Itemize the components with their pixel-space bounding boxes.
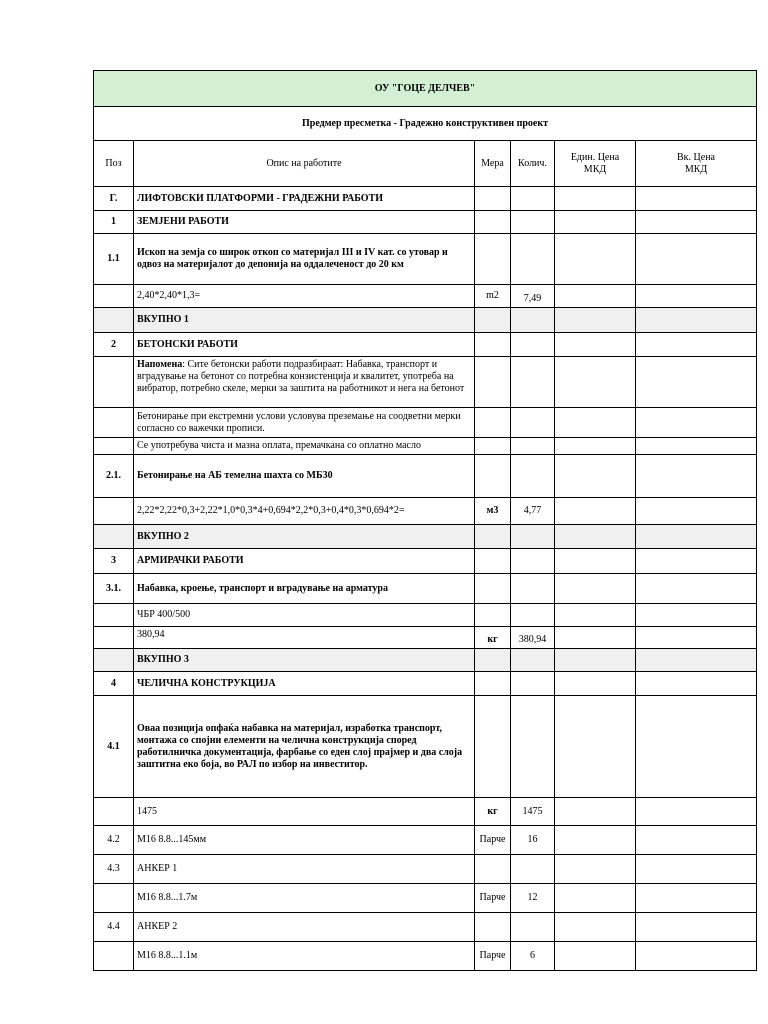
s4-4-pos: 4.4 [94,913,134,942]
table-row [94,884,757,913]
s4-title: ЧЕЛИЧНА КОНСТРУКЦИЈА [134,672,475,696]
subtotal-row [94,649,757,672]
table-row [94,696,757,798]
s4-2-pos: 4.2 [94,826,134,855]
table-row [94,826,757,855]
column-header-row [94,141,757,187]
s4-2-quantity: 16 [511,826,555,855]
table-row [94,234,757,285]
table-row [94,913,757,942]
table-row [94,574,757,604]
s2-note [134,357,475,408]
s4-2-description: М16 8.8...145мм [134,826,475,855]
s3-pos: 3 [94,549,134,574]
s4-quantity: 1475 [511,798,555,826]
unit-price-label: Един. Цена [570,151,620,163]
s4-4-description: АНКЕР 2 [134,913,475,942]
s1-unit: m2 [475,285,511,308]
s1-calculation: 2,40*2,40*1,3= [134,285,475,308]
table-row [94,498,757,525]
s3-material: ЧБР 400/500 [134,604,475,627]
school-title: ОУ "ГОЦЕ ДЕЛЧЕВ" [94,71,757,107]
s4-3b-description: М16 8.8...1.7м [134,884,475,913]
s1-subtotal-label: ВКУПНО 1 [134,308,475,333]
s2-note-extreme-conditions: Бетонирање при екстремни услови условува преземање на соодветни мерки согласно со важечки прописи. [134,408,475,438]
s2-note-label: Напомена [137,359,183,370]
section-row [94,333,757,357]
s3-calculation: 380,94 [134,627,475,649]
s2-note-text: : Сите бетонски работи подразбираат: Набавка, транспорт и вградување на бетонот со потребна конзистенција и квалитет, употреба на вибратор, потребно скеле, мерки за заштита на работникот и нега на бетонот [137,359,465,394]
s4-item-pos: 4.1 [94,696,134,798]
s2-title: БЕТОНСКИ РАБОТИ [134,333,475,357]
s1-quantity: 7,49 [511,285,555,308]
col-header-total-price [636,141,757,187]
subtotal-row [94,308,757,333]
subtotal-row [94,525,757,549]
s4-4b-quantity: 6 [511,942,555,971]
s2-unit: м3 [475,498,511,525]
s2-item-pos: 2.1. [94,455,134,498]
s3-item-pos: 3.1. [94,574,134,604]
s4-calculation: 1475 [134,798,475,826]
section-row [94,672,757,696]
col-header-description: Опис на работите [134,141,475,187]
table-row [94,285,757,308]
s4-3-pos: 4.3 [94,855,134,884]
table-row [94,357,757,408]
total-price-currency: МКД [684,163,708,175]
s1-title: ЗЕМЈЕНИ РАБОТИ [134,211,475,234]
s3-item-description: Набавка, кроење, транспорт и вградување на арматура [134,574,475,604]
section-g-title: ЛИФТОВСКИ ПЛАТФОРМИ - ГРАДЕЖНИ РАБОТИ [134,187,475,211]
table-row [94,855,757,884]
s1-pos: 1 [94,211,134,234]
s4-item-description: Оваа позиција опфаќа набавка на материјал, изработка транспорт, монтажа со спојни елементи на челична конструкција според работилничка документација, фарбање со еден слој прајмер и два слоја заштитна еко боја, во РАЛ по избор на инвеститор. [134,696,475,798]
s4-4b-unit: Парче [475,942,511,971]
section-row [94,211,757,234]
s3-quantity: 380,94 [511,627,555,649]
table-row [94,408,757,438]
s4-4b-description: М16 8.8...1.1м [134,942,475,971]
section-row [94,187,757,211]
table-row [94,798,757,826]
s4-3b-unit: Парче [475,884,511,913]
table-row [94,438,757,455]
s2-subtotal-label: ВКУПНО 2 [134,525,475,549]
s1-item-description: Ископ на земја со широк откоп со материјал III и IV кат. со утовар и одвоз на материјалот до депонија на оддалеченост до 20 км [134,234,475,285]
col-header-quantity: Колич. [511,141,555,187]
s4-3b-quantity: 12 [511,884,555,913]
s1-item-pos: 1.1 [94,234,134,285]
col-header-unit: Мера [475,141,511,187]
table-row [94,455,757,498]
s2-note-formwork: Се употребува чиста и мазна оплата, премачкана со оплатно масло [134,438,475,455]
s2-quantity: 4,77 [511,498,555,525]
table-row [94,942,757,971]
col-header-unit-price [555,141,636,187]
s3-title: АРМИРАЧКИ РАБОТИ [134,549,475,574]
s2-item-description: Бетонирање на АБ темелна шахта со МБ30 [134,455,475,498]
s4-3-description: АНКЕР 1 [134,855,475,884]
section-row [94,549,757,574]
s3-subtotal-label: ВКУПНО 3 [134,649,475,672]
s3-unit: кг [475,627,511,649]
bill-of-quantities-table [93,70,757,971]
unit-price-currency: МКД [583,163,607,175]
table-row [94,604,757,627]
total-price-label: Вк. Цена [677,151,715,163]
table-row [94,627,757,649]
section-g-pos: Г. [94,187,134,211]
s2-pos: 2 [94,333,134,357]
s4-2-unit: Парче [475,826,511,855]
s4-pos: 4 [94,672,134,696]
s4-unit: кг [475,798,511,826]
col-header-pos: Поз [94,141,134,187]
s2-calculation: 2,22*2,22*0,3+2,22*1,0*0,3*4+0,694*2,2*0,3+0,4*0,3*0,694*2= [134,498,475,525]
document-subtitle: Предмер пресметка - Градежно конструктивен проект [94,107,757,141]
